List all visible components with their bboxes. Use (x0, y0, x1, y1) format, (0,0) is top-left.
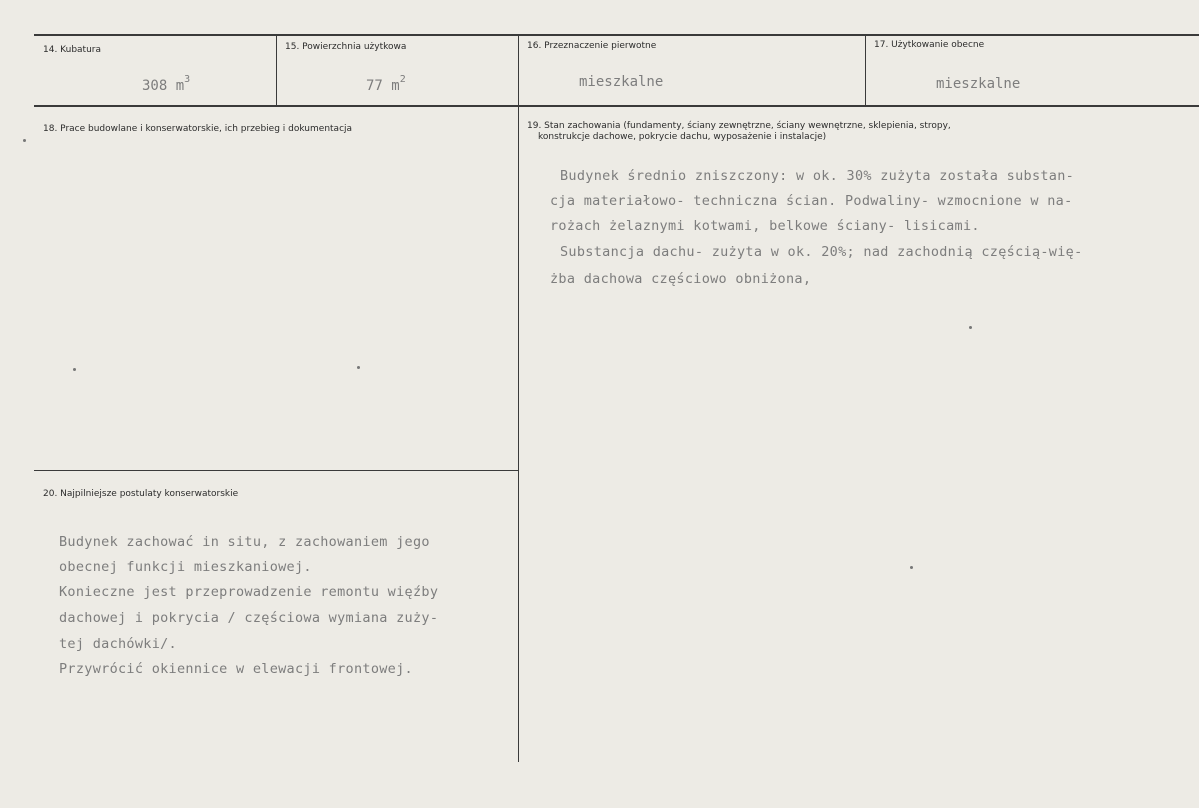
kubatura-number: 308 m (142, 78, 185, 94)
section-divider-18-20 (34, 470, 518, 471)
postulaty-label: 20. Najpilniejsze postulaty konserwatorskie (43, 489, 239, 499)
paper-speck (969, 326, 972, 329)
przeznaczenie-value: mieszkalne (579, 74, 664, 90)
row-divider (34, 105, 1199, 107)
col-divider-16-17 (865, 35, 866, 106)
przeznaczenie-label: 16. Przeznaczenie pierwotne (527, 41, 657, 51)
kubatura-value (142, 74, 190, 94)
paper-speck (910, 566, 913, 569)
postulaty-text-line-4: dachowej i pokrycia / częściowa wymiana zuży- (59, 610, 439, 626)
powierzchnia-label: 15. Powierzchnia użytkowa (285, 42, 407, 52)
powierzchnia-unit-exponent: 2 (399, 74, 406, 85)
postulaty-text-line-1: Budynek zachować in situ, z zachowaniem jego (59, 534, 430, 550)
stan-zachowania-label-line-1: 19. Stan zachowania (fundamenty, ściany zewnętrzne, ściany wewnętrzne, sklepienia, stropy, (527, 121, 951, 131)
kubatura-label: 14. Kubatura (43, 45, 102, 55)
stan-zachowania-label-line-2: konstrukcje dachowe, pokrycie dachu, wyposażenie i instalacje) (538, 132, 827, 142)
prace-budowlane-label: 18. Prace budowlane i konserwatorskie, ich przebieg i dokumentacja (43, 124, 353, 134)
stan-zachowania-text-line-3: rożach żelaznymi kotwami, belkowe ściany- lisicami. (550, 218, 980, 234)
paper-speck (357, 366, 360, 369)
postulaty-text-line-6: Przywrócić okiennice w elewacji frontowej. (59, 661, 413, 677)
col-divider-15-16 (518, 35, 519, 106)
top-rule (34, 34, 1199, 36)
col-divider-14-15 (276, 35, 277, 106)
powierzchnia-number: 77 m (366, 78, 400, 94)
stan-zachowania-text-line-5: żba dachowa częściowo obniżona, (550, 271, 812, 287)
uzytkowanie-label: 17. Użytkowanie obecne (874, 40, 985, 50)
col-divider-main (518, 106, 519, 762)
uzytkowanie-value: mieszkalne (936, 76, 1021, 92)
powierzchnia-value (366, 74, 406, 94)
kubatura-unit-exponent: 3 (184, 74, 191, 85)
stan-zachowania-text-line-1: Budynek średnio zniszczony: w ok. 30% zużyta została substan- (560, 168, 1075, 184)
postulaty-text-line-5: tej dachówki/. (59, 636, 177, 652)
paper-speck (23, 139, 26, 142)
paper-speck (73, 368, 76, 371)
stan-zachowania-text-line-2: cja materiałowo- techniczna ścian. Podwaliny- wzmocnione w na- (550, 193, 1073, 209)
postulaty-text-line-2: obecnej funkcji mieszkaniowej. (59, 559, 312, 575)
postulaty-text-line-3: Konieczne jest przeprowadzenie remontu więźby (59, 584, 439, 600)
stan-zachowania-text-line-4: Substancja dachu- zużyta w ok. 20%; nad zachodnią częścią-wię- (560, 244, 1083, 260)
